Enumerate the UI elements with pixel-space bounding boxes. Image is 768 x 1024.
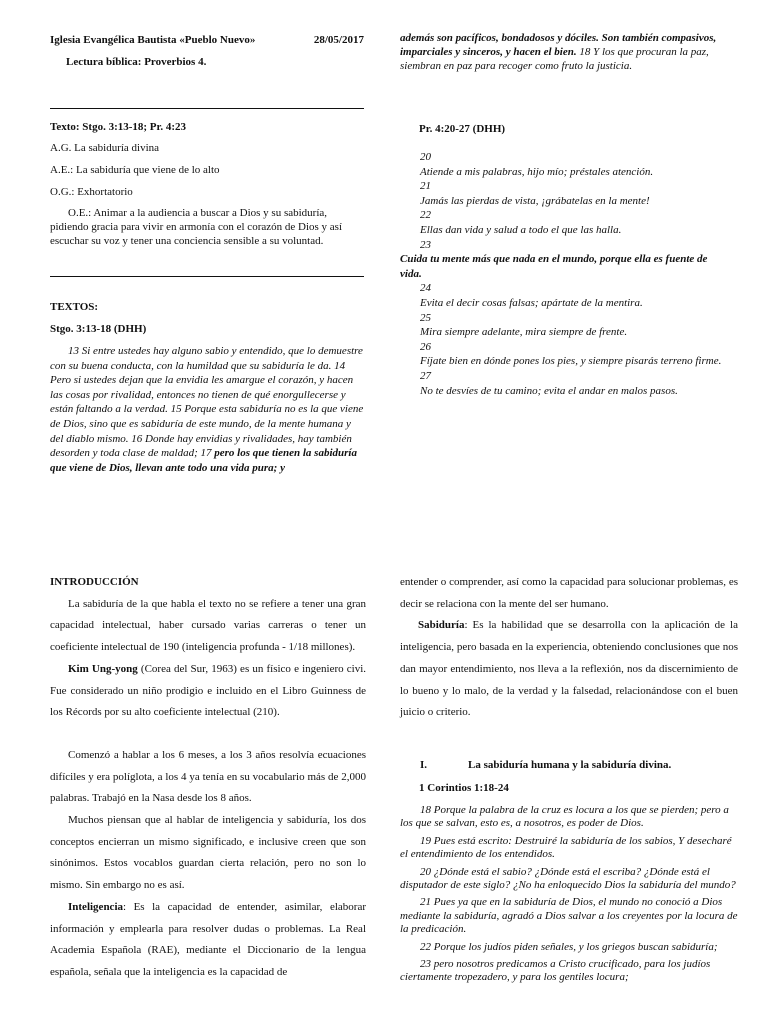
header-date: 28/05/2017 xyxy=(313,34,364,46)
kim-description: (Corea del Sur, 1963) es un físico e ingeniero civi. Fue considerado un niño prodigio e incluido en el Libro Guinness de los Récords por su alto coeficiente intelectual (210). xyxy=(50,662,367,719)
inteligencia-definition: : Es la capacidad de entender, asimilar, elaborar información y emplearla para resolver dudas o problemas. La Real Academia Española (RAE), mediante el Diccionario de la lengua española, señala que la inteligencia es la capacidad de xyxy=(50,900,366,978)
ag-line: A.G. La sabiduría divina xyxy=(50,142,160,154)
corintios-verse-list xyxy=(400,804,738,985)
divider-1 xyxy=(50,108,364,109)
oe-paragraph: O.E.: Animar a la audiencia a buscar a Dios y su sabiduría, pidiendo gracia para vivir en armonía con el corazón de Dios y así escuchar su voz y tener una conciencia sensible a su voluntad. xyxy=(50,207,342,247)
page-bottom xyxy=(0,512,768,1024)
bottom-left-column xyxy=(50,572,366,984)
inteligencia-continuation: entender o comprender, así como la capacidad para solucionar problemas, es decir se relaciona con la mente del ser humano. xyxy=(400,576,738,610)
stgo-passage-bold: pero los que tienen la sabiduría que viene de Dios, llevan ante todo una vida pura; y xyxy=(50,447,357,474)
section-heading xyxy=(400,758,738,773)
header-row xyxy=(50,34,364,46)
inteligencia-term: Inteligencia xyxy=(68,900,123,913)
sabiduria-paragraph xyxy=(400,615,738,724)
corintios-heading: 1 Corintios 1:18-24 xyxy=(419,782,509,795)
spacer xyxy=(50,724,366,745)
verse-number: 26 xyxy=(420,340,431,353)
kim-paragraph xyxy=(50,659,366,724)
verse-text: Jamás las pierdas de vista, ¡grábatelas en la mente! xyxy=(420,194,650,207)
sabiduria-term: Sabiduría xyxy=(418,619,465,632)
verse-text: Cuida tu mente más que nada en el mundo, porque ella es fuente de vida. xyxy=(400,253,708,280)
verse-number: 20 xyxy=(420,151,431,163)
stgo-cont-rest: 18 Y los que procuran la paz, siembran en paz para recoger como fruto la justicia. xyxy=(400,46,709,73)
intro-heading: INTRODUCCIÓN xyxy=(50,576,139,588)
verse-number: 27 xyxy=(420,369,431,382)
reading-line: Lectura bíblica: Proverbios 4. xyxy=(66,56,207,68)
bottom-right-column xyxy=(400,572,738,989)
pr-heading: Pr. 4:20-27 (DHH) xyxy=(419,123,506,135)
section-title: La sabiduría humana y la sabiduría divina. xyxy=(468,758,672,771)
corintios-verse: 19 Pues está escrito: Destruiré la sabiduría de los sabios, Y desecharé el entendimiento de los entendidos. xyxy=(400,834,732,861)
inteligencia-paragraph xyxy=(50,897,366,984)
texto-line: Texto: Stgo. 3:13-18; Pr. 4:23 xyxy=(50,121,187,133)
sabiduria-definition: : Es la habilidad que se desarrolla con la aplicación de la inteligencia, pero basada en la experiencia, obteniendo conclusiones que nos dan mayor entendimiento, nos lleva a la reflexión, nos da discernimiento de lo bueno y lo malo, de la verdad y la falsedad, relacionándose con el buen juicio o criterio. xyxy=(400,619,738,719)
stgo-cont-bold: además son pacíficos, bondadosos y dóciles. Son también compasivos, imparciales y sinceros, y hacen el bien. xyxy=(400,32,717,59)
verse-text: Atiende a mis palabras, hijo mío; préstales atención. xyxy=(420,165,654,178)
corintios-verse: 22 Porque los judíos piden señales, y los griegos buscan sabiduría; xyxy=(420,940,718,953)
verse-number: 25 xyxy=(420,311,431,324)
verse-number: 22 xyxy=(420,209,431,222)
hablar-paragraph: Comenzó a hablar a los 6 meses, a los 3 años resolvía ecuaciones difíciles y era políglota, a los 4 ya tenía en su vocabulario más de 2,000 palabras. Trabajó en la Nasa desde los 8 años. xyxy=(50,748,366,805)
corintios-verse: 23 pero nosotros predicamos a Cristo crucificado, para los judíos ciertamente tropezadero, y para los gentiles locura; xyxy=(400,957,711,984)
proverbs-verse-list xyxy=(400,150,730,398)
verse-number: 24 xyxy=(420,282,431,295)
og-line: O.G.: Exhortatorio xyxy=(50,186,133,198)
stgo-continuation xyxy=(400,31,730,74)
corintios-verse: 20 ¿Dónde está el sabio? ¿Dónde está el escriba? ¿Dónde está el disputador de este siglo? ¿No ha enloquecido Dios la sabiduría del mundo? xyxy=(400,865,736,891)
ae-line: A.E.: La sabiduría que viene de lo alto xyxy=(50,164,220,176)
corintios-verse: 18 Porque la palabra de la cruz es locura a los que se pierden; pero a los que se salvan, esto es, a nosotros, es poder de Dios. xyxy=(400,803,729,830)
stgo-passage xyxy=(50,344,364,475)
verse-text: Ellas dan vida y salud a todo el que las halla. xyxy=(420,223,622,236)
verse-text: Fíjate bien en dónde pones los pies, y siempre pisarás terreno firme. xyxy=(420,355,722,368)
church-name: Iglesia Evangélica Bautista «Pueblo Nuevo» xyxy=(50,34,256,46)
corintios-verse: 21 Pues ya que en la sabiduría de Dios, el mundo no conoció a Dios mediante la sabiduría, agradó a Dios salvar a los creyentes por la locura de la predicación. xyxy=(400,896,738,936)
verse-number: 23 xyxy=(420,238,431,251)
stgo-passage-text: 13 Si entre ustedes hay alguno sabio y entendido, que lo demuestre con su buena conducta, con la humildad que su sabiduría le da. 14 Pero si ustedes dejan que la envidia les amargue el corazón, y hacen las cosas por rivalidad, entonces no tienen de qué enorgullecerse y están faltando a la verdad. 15 Porque esta sabiduría no es la que viene de Dios, sino que es sabiduría de este mundo, de la mente humana y del diablo mismo. 16 Donde hay envidias y rivalidades, hay también desorden y toda clase de maldad; 17 xyxy=(50,345,364,460)
kim-name: Kim Ung-yong xyxy=(68,662,138,675)
verse-number: 21 xyxy=(420,180,431,193)
verse-text: Evita el decir cosas falsas; apártate de la mentira. xyxy=(420,296,643,309)
textos-heading: TEXTOS: xyxy=(50,301,99,313)
intro-paragraph: La sabiduría de la que habla el texto no se refiere a tener una gran capacidad intelectual, haber cursado varias carreras o tener un coeficiente intelectual de 190 (inteligencia profunda - 1/18 millones). xyxy=(50,597,366,654)
verse-text: Mira siempre adelante, mira siempre de frente. xyxy=(420,326,628,339)
stgo-heading: Stgo. 3:13-18 (DHH) xyxy=(50,323,147,335)
divider-2 xyxy=(50,276,364,277)
verse-text: No te desvíes de tu camino; evita el andar en malos pasos. xyxy=(420,384,678,397)
muchos-paragraph: Muchos piensan que al hablar de inteligencia y sabiduría, los dos conceptos encierran un mismo significado, e inclusive creen que son sinónimos. Estos vocablos guardan cierta relación, pero no son lo mismo. Sin embargo no es así. xyxy=(50,814,366,892)
section-number: I. xyxy=(420,758,428,771)
